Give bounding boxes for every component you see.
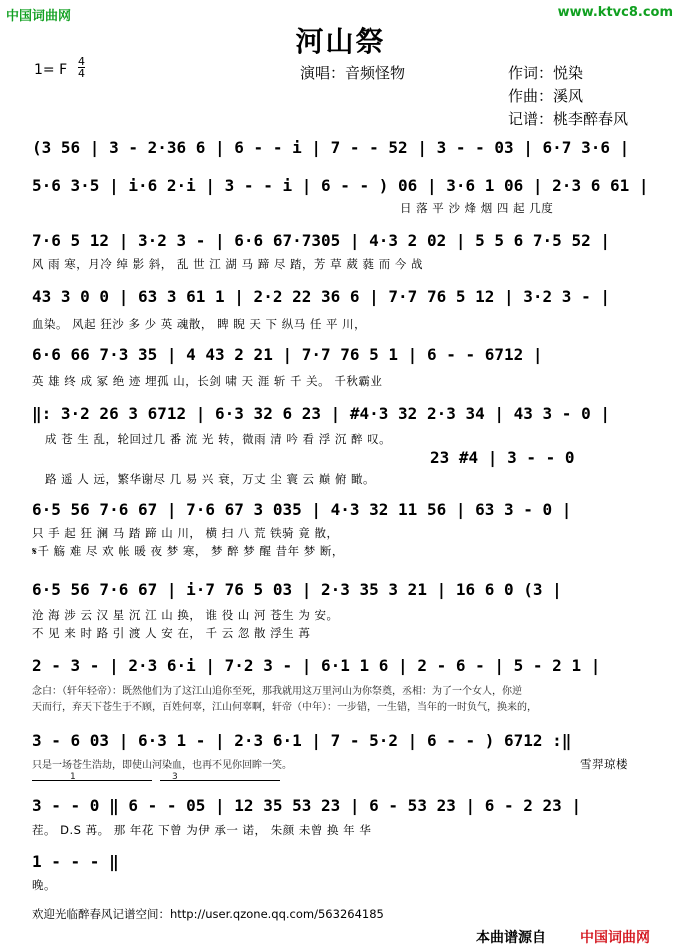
- time-signature: [78, 56, 85, 79]
- score-row: 23 #4 | 3 - - 0: [430, 448, 575, 467]
- lyric-line: 晚。: [32, 878, 56, 892]
- lyricist-credit: 作词：悦染: [508, 64, 584, 82]
- meter-top: 4: [78, 55, 85, 68]
- song-title: 河山祭: [295, 25, 386, 58]
- score-row: 5·6 3·5 | i·6 2·i | 3 - - i | 6 - - ) 06 | 3·6 1 06 | 2·3 6 61 |: [32, 176, 649, 195]
- score-row: 3 - 6 03 | 6·3 1 - | 2·3 6·1 | 7 - 5·2 | 6 - - ) 6712 :‖: [32, 731, 572, 750]
- lyric-line: 不 见 来 时 路 引 渡 人 安 在， 千 云 忽 散 浮生 苒: [32, 626, 311, 640]
- score-row: 6·5 56 7·6 67 | i·7 76 5 03 | 2·3 35 3 21 | 16 6 0 (3 |: [32, 580, 562, 599]
- score-row: 43 3 0 0 | 63 3 61 1 | 2·2 22 36 6 | 7·7 76 5 12 | 3·2 3 - |: [32, 287, 610, 306]
- score-row: ‖: 3·2 26 3 6712 | 6·3 32 6 23 | #4·3 32 2·3 34 | 43 3 - 0 |: [32, 404, 610, 423]
- source-label: 本曲谱源自: [476, 930, 546, 946]
- watermark-right: www.ktvc8.com: [557, 5, 673, 20]
- transcriber-credit: 记谱：桃李醉春风: [508, 110, 629, 128]
- narration-line: 只是一场苍生浩劫，即使山河染血，也再不见你回眸一笑。: [32, 760, 292, 771]
- score-row: (3 56 | 3 - 2·36 6 | 6 - - i | 7 - - 52 | 3 - - 03 | 6·7 3·6 |: [32, 138, 630, 157]
- composer-credit: 作曲：溪风: [508, 87, 584, 105]
- volta-first-bracket: [32, 780, 152, 781]
- lyric-line: 日 落 平 沙 烽 烟 四 起 几度: [400, 201, 554, 215]
- volta-first-number: 1: [70, 772, 76, 782]
- volta-second-bracket: [160, 780, 280, 781]
- lyric-line: 𝄋千 觞 难 尽 欢 帐 暖 夜 梦 寒， 梦 醉 梦 醒 昔年 梦 断，: [32, 544, 344, 558]
- lyric-line: 成 苍 生 乱，轮回过几 番 流 光 转，微雨 清 吟 看 浮 沉 醉 叹。: [45, 432, 392, 446]
- lyric-line: 只 手 起 狂 澜 马 踏 蹄 山 川， 横 扫 八 荒 铁骑 竟 散，: [32, 526, 339, 540]
- meter-bottom: 4: [78, 67, 85, 80]
- score-row: 6·6 66 7·3 35 | 4 43 2 21 | 7·7 76 5 1 | 6 - - 6712 |: [32, 345, 543, 364]
- lyric-line: 沧 海 涉 云 汉 星 沉 江 山 换， 谁 役 山 河 苍生 为 安。: [32, 608, 339, 622]
- narration-line: 天而行，弃天下苍生于不顾，百姓何辜，江山何辜啊，轩帝（中年）：一步错，一生错，当年的一时负气，换来的，: [32, 702, 537, 713]
- key-signature: 1= F: [34, 62, 68, 78]
- score-row: 2 - 3 - | 2·3 6·i | 7·2 3 - | 6·1 1 6 | 2 - 6 - | 5 - 2 1 |: [32, 656, 601, 675]
- singer-credit: 演唱：音频怪物: [300, 64, 406, 82]
- lyric-line: 路 遥 人 远，繁华谢尽 几 易 兴 衰，万丈 尘 寰 云 巅 俯 瞰。: [45, 472, 376, 486]
- score-row: 3 - - 0 ‖ 6 - - 05 | 12 35 53 23 | 6 - 53 23 | 6 - 2 23 |: [32, 796, 582, 815]
- lyric-line: 英 雄 终 成 冢 绝 迹 埋孤 山，长剑 啸 天 涯 斩 千 关。 千秋霸业: [32, 374, 383, 388]
- lyric-line: 风 雨 寒，月冷 绰 影 斜， 乱 世 江 湖 马 蹄 尽 踏，芳 草 葳 蕤 而 今 战: [32, 257, 423, 271]
- source-watermark: 中国词曲网: [580, 930, 650, 946]
- score-row: 7·6 5 12 | 3·2 3 - | 6·6 67·7305 | 4·3 2 02 | 5 5 6 7·5 52 |: [32, 231, 610, 250]
- lyric-line: 雪羿琼楼: [580, 757, 628, 771]
- lyric-line: 茬。 D.S 苒。 那 年花 下曾 为伊 承一 诺， 朱颜 未曾 换 年 华: [32, 823, 372, 837]
- narration-line: 念白：（轩年轻帝）：既然他们为了这江山追你至死，那我就用这万里河山为你祭奠，丞相：为了一个女人，你逆: [32, 686, 522, 697]
- score-row: 1 - - - ‖: [32, 852, 119, 871]
- watermark-left: 中国词曲网: [6, 9, 72, 24]
- lyric-line: 血染。 风起 狂沙 多 少 英 魂散， 睥 睨 天 下 纵马 任 平 川，: [32, 317, 367, 331]
- score-row: 6·5 56 7·6 67 | 7·6 67 3 035 | 4·3 32 11 56 | 63 3 - 0 |: [32, 500, 572, 519]
- volta-second-number: 3: [172, 772, 178, 782]
- footer-note: 欢迎光临醉春风记谱空间：http://user.qzone.qq.com/563264185: [32, 907, 384, 921]
